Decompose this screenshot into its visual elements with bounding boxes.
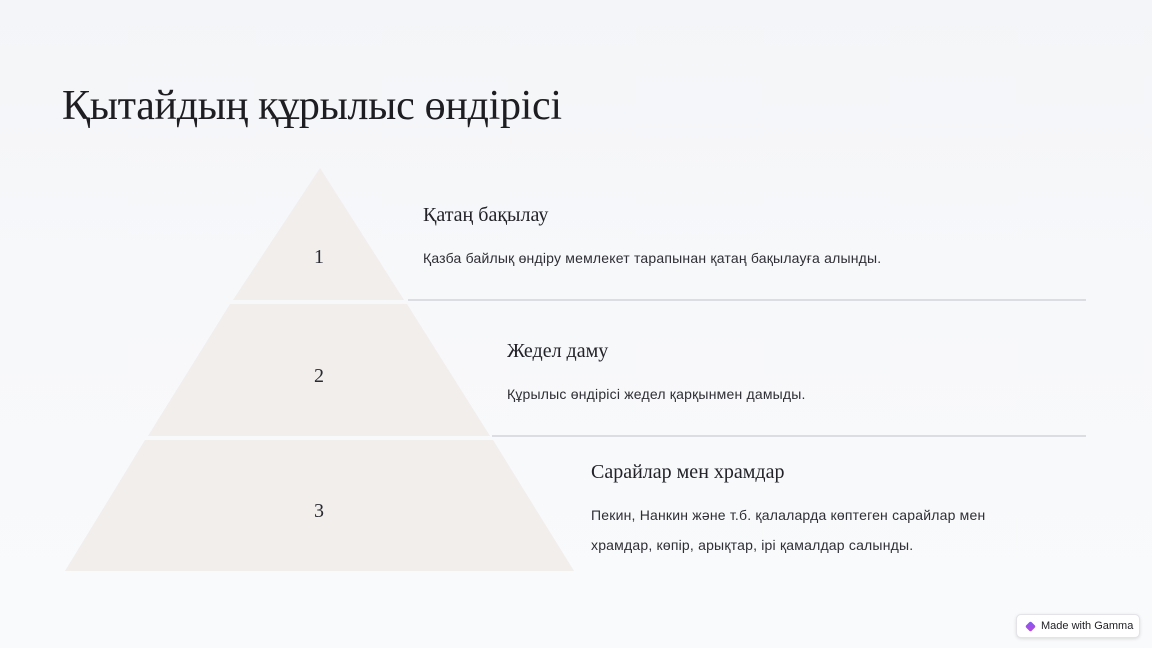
gamma-logo-icon: [1025, 621, 1036, 632]
tier-3-content: [591, 461, 1041, 560]
tier-3-number: 3: [314, 500, 324, 522]
slide-title: Қытайдың құрылыс өндірісі: [62, 83, 562, 129]
tier-2-heading: Жедел даму: [507, 340, 609, 362]
tier-3-heading: Сарайлар мен храмдар: [591, 461, 785, 483]
tier-1-content: [423, 204, 1063, 273]
badge-label: Made with Gamma: [1041, 620, 1134, 632]
made-with-gamma-badge[interactable]: [1016, 614, 1140, 638]
pyramid-tier-1: [233, 168, 404, 300]
tier-2-content: [507, 340, 1067, 409]
tier-3-description: Пекин, Нанкин және т.б. қалаларда көптеген сарайлар мен храмдар, көпір, арықтар, ірі қамалдар салынды.: [591, 507, 986, 553]
tier-1-divider: [408, 299, 1086, 301]
tier-2-description: Құрылыс өндірісі жедел қарқынмен дамыды.: [507, 386, 806, 402]
tier-1-heading: Қатаң бақылау: [423, 204, 549, 226]
tier-2-divider: [492, 435, 1086, 437]
tier-1-description: Қазба байлық өндіру мемлекет тарапынан қатаң бақылауға алынды.: [423, 250, 882, 266]
tier-1-number: 1: [314, 246, 324, 268]
tier-2-number: 2: [314, 365, 324, 387]
